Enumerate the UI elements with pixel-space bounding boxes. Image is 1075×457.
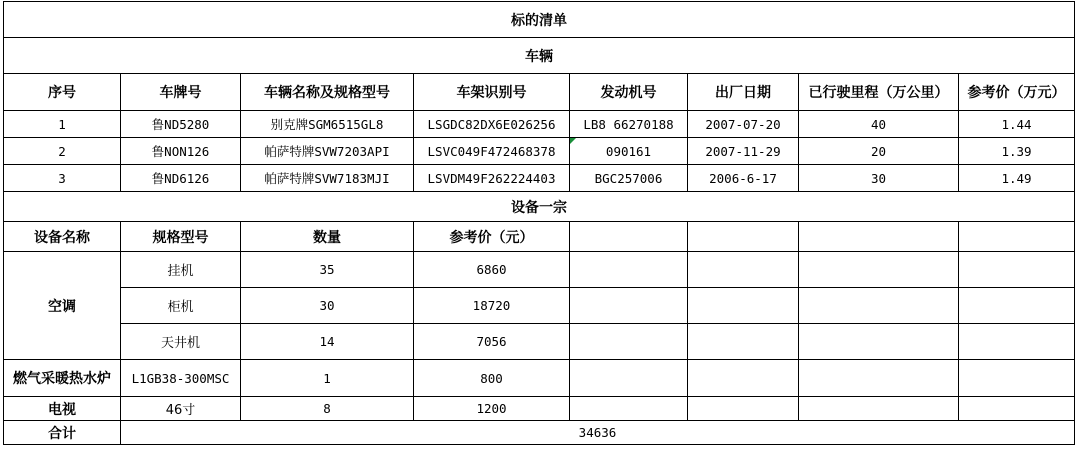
header-cell-vin[interactable]: 车架识别号 xyxy=(414,74,570,111)
vehicle-section-label[interactable]: 车辆 xyxy=(4,38,1075,74)
empty-cell[interactable] xyxy=(959,222,1075,252)
cell-plate[interactable]: 鲁ND5280 xyxy=(121,111,241,138)
empty-cell[interactable] xyxy=(570,397,688,421)
cell-engine[interactable]: LB8 66270188 xyxy=(570,111,688,138)
cell-plate[interactable]: 鲁NON126 xyxy=(121,138,241,165)
equipment-name-air-conditioner[interactable]: 空调 xyxy=(4,252,121,360)
empty-cell[interactable] xyxy=(688,360,799,397)
empty-cell[interactable] xyxy=(959,397,1075,421)
header-cell-model[interactable]: 车辆名称及规格型号 xyxy=(241,74,414,111)
cell-equipment-price[interactable]: 1200 xyxy=(414,397,570,421)
header-cell-equipment-name[interactable]: 设备名称 xyxy=(4,222,121,252)
empty-cell[interactable] xyxy=(959,288,1075,324)
cell-engine[interactable]: BGC257006 xyxy=(570,165,688,192)
cell-plate[interactable]: 鲁ND6126 xyxy=(121,165,241,192)
header-cell-mileage[interactable]: 已行驶里程（万公里） xyxy=(799,74,959,111)
table-row xyxy=(4,360,1075,397)
empty-cell[interactable] xyxy=(959,360,1075,397)
sheet-title[interactable]: 标的清单 xyxy=(4,2,1075,38)
table-row xyxy=(4,165,1075,192)
cell-equipment-price[interactable]: 18720 xyxy=(414,288,570,324)
header-cell-plate[interactable]: 车牌号 xyxy=(121,74,241,111)
total-value[interactable]: 34636 xyxy=(121,421,1075,445)
table-row xyxy=(4,111,1075,138)
cell-equipment-price[interactable]: 800 xyxy=(414,360,570,397)
header-cell-engine[interactable]: 发动机号 xyxy=(570,74,688,111)
empty-cell[interactable] xyxy=(688,324,799,360)
cell-equipment-qty[interactable]: 1 xyxy=(241,360,414,397)
cell-price[interactable]: 1.49 xyxy=(959,165,1075,192)
cell-mileage[interactable]: 40 xyxy=(799,111,959,138)
cell-equipment-price[interactable]: 7056 xyxy=(414,324,570,360)
empty-cell[interactable] xyxy=(959,324,1075,360)
header-cell-equipment-qty[interactable]: 数量 xyxy=(241,222,414,252)
equipment-header-row xyxy=(4,222,1075,252)
empty-cell[interactable] xyxy=(799,252,959,288)
header-cell-date[interactable]: 出厂日期 xyxy=(688,74,799,111)
cell-vin[interactable]: LSGDC82DX6E026256 xyxy=(414,111,570,138)
table-row xyxy=(4,288,1075,324)
header-cell-price[interactable]: 参考价（万元） xyxy=(959,74,1075,111)
equipment-section-row xyxy=(4,192,1075,222)
cell-model[interactable]: 帕萨特牌SVW7183MJI xyxy=(241,165,414,192)
empty-cell[interactable] xyxy=(688,222,799,252)
empty-cell[interactable] xyxy=(799,324,959,360)
cell-vin[interactable]: LSVC049F472468378 xyxy=(414,138,570,165)
cell-model[interactable]: 帕萨特牌SVW7203API xyxy=(241,138,414,165)
cell-equipment-spec[interactable]: 天井机 xyxy=(121,324,241,360)
header-cell-index[interactable]: 序号 xyxy=(4,74,121,111)
title-row xyxy=(4,2,1075,38)
empty-cell[interactable] xyxy=(570,360,688,397)
cell-equipment-spec[interactable]: L1GB38-300MSC xyxy=(121,360,241,397)
table-row xyxy=(4,252,1075,288)
cell-price[interactable]: 1.39 xyxy=(959,138,1075,165)
cell-price[interactable]: 1.44 xyxy=(959,111,1075,138)
cell-date[interactable]: 2007-11-29 xyxy=(688,138,799,165)
cell-equipment-spec[interactable]: 46寸 xyxy=(121,397,241,421)
equipment-section-label[interactable]: 设备一宗 xyxy=(4,192,1075,222)
equipment-name-gas-boiler[interactable]: 燃气采暖热水炉 xyxy=(4,360,121,397)
cell-equipment-price[interactable]: 6860 xyxy=(414,252,570,288)
cell-date[interactable]: 2006-6-17 xyxy=(688,165,799,192)
table-row xyxy=(4,138,1075,165)
empty-cell[interactable] xyxy=(688,288,799,324)
cell-index[interactable]: 3 xyxy=(4,165,121,192)
cell-engine[interactable]: 090161 xyxy=(570,138,688,165)
empty-cell[interactable] xyxy=(570,222,688,252)
table-row xyxy=(4,324,1075,360)
asset-list-table xyxy=(3,1,1075,445)
cell-equipment-qty[interactable]: 14 xyxy=(241,324,414,360)
total-row xyxy=(4,421,1075,445)
cell-equipment-qty[interactable]: 35 xyxy=(241,252,414,288)
table-row xyxy=(4,397,1075,421)
empty-cell[interactable] xyxy=(570,252,688,288)
total-label[interactable]: 合计 xyxy=(4,421,121,445)
empty-cell[interactable] xyxy=(799,397,959,421)
cell-index[interactable]: 1 xyxy=(4,111,121,138)
vehicle-section-row xyxy=(4,38,1075,74)
header-cell-equipment-spec[interactable]: 规格型号 xyxy=(121,222,241,252)
cell-model[interactable]: 别克牌SGM6515GL8 xyxy=(241,111,414,138)
vehicle-header-row xyxy=(4,74,1075,111)
empty-cell[interactable] xyxy=(688,397,799,421)
empty-cell[interactable] xyxy=(570,288,688,324)
empty-cell[interactable] xyxy=(688,252,799,288)
cell-vin[interactable]: LSVDM49F262224403 xyxy=(414,165,570,192)
empty-cell[interactable] xyxy=(799,360,959,397)
cell-equipment-spec[interactable]: 柜机 xyxy=(121,288,241,324)
cell-equipment-spec[interactable]: 挂机 xyxy=(121,252,241,288)
equipment-name-tv[interactable]: 电视 xyxy=(4,397,121,421)
empty-cell[interactable] xyxy=(959,252,1075,288)
empty-cell[interactable] xyxy=(799,222,959,252)
cell-index[interactable]: 2 xyxy=(4,138,121,165)
empty-cell[interactable] xyxy=(570,324,688,360)
cell-date[interactable]: 2007-07-20 xyxy=(688,111,799,138)
empty-cell[interactable] xyxy=(799,288,959,324)
cell-mileage[interactable]: 20 xyxy=(799,138,959,165)
header-cell-equipment-price[interactable]: 参考价（元） xyxy=(414,222,570,252)
cell-mileage[interactable]: 30 xyxy=(799,165,959,192)
cell-equipment-qty[interactable]: 8 xyxy=(241,397,414,421)
cell-equipment-qty[interactable]: 30 xyxy=(241,288,414,324)
